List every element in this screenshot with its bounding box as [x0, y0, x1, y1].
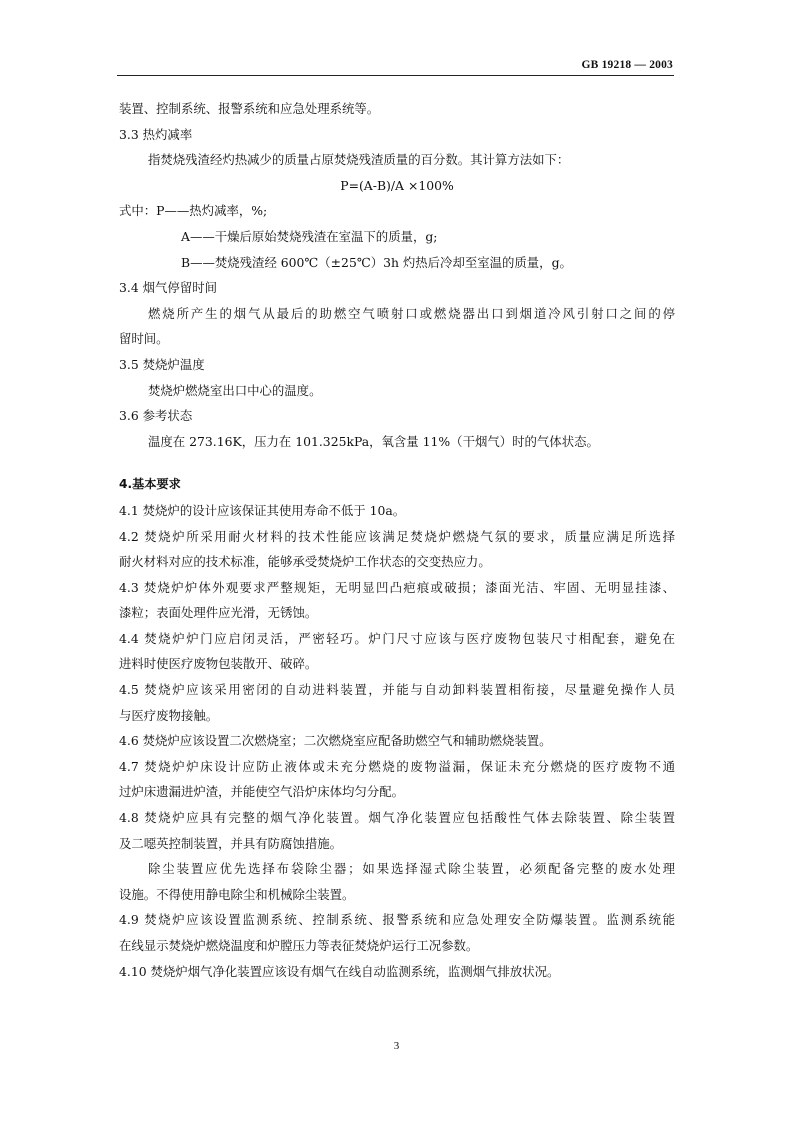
- text-line: 装置、控制系统、报警系统和应急处理系统等。: [119, 101, 380, 116]
- text-line: 及二噁英控制装置，并具有防腐蚀措施。: [119, 835, 343, 851]
- text-line: 进料时使医疗废物包装散开、破碎。: [119, 656, 318, 672]
- text-line: 过炉床遗漏进炉渣，并能使空气沿炉床体均匀分配。: [119, 784, 404, 800]
- clause-4-9: 4.9 焚烧炉应该设置监测系统、控制系统、报警系统和应急处理安全防爆装置。监测系统能: [119, 912, 675, 928]
- text-line: 耐火材料对应的技术标准，能够承受焚烧炉工作状态的交变热应力。: [119, 554, 491, 570]
- text-line: 留时间。: [119, 331, 169, 347]
- standard-code: GB 19218 — 2003: [581, 59, 673, 71]
- document-body: [119, 96, 675, 984]
- page-number: 3: [393, 1040, 400, 1052]
- clause-4-10: 4.10 焚烧炉烟气净化装置应该设有烟气在线自动监测系统，监测烟气排放状况。: [119, 963, 560, 979]
- text-line: 焚烧炉燃烧室出口中心的温度。: [148, 382, 322, 398]
- formula-legend-b: B——焚烧残渣经 600℃（±25℃）3h 灼热后冷却至室温的质量，g。: [181, 254, 572, 270]
- clause-4-2: 4.2 焚烧炉所采用耐火材料的技术性能应该满足焚烧炉燃烧气氛的要求，质量应满足所选择: [119, 528, 675, 544]
- clause-4-6: 4.6 焚烧炉应该设置二次燃烧室；二次燃烧室应配备助燃空气和辅助燃烧装置。: [119, 733, 552, 749]
- clause-4-5: 4.5 焚烧炉应该采用密闭的自动进料装置，并能与自动卸料装置相衔接，尽量避免操作人员: [119, 682, 675, 698]
- clause-4-1: 4.1 焚烧炉的设计应该保证其使用寿命不低于 10a。: [119, 502, 406, 518]
- text-line: 设施。不得使用静电除尘和机械除尘装置。: [119, 886, 355, 902]
- header-divider: [117, 75, 674, 76]
- chapter-heading-4: 4.基本要求: [119, 477, 181, 492]
- formula: P=(A-B)/A ×100%: [340, 177, 454, 193]
- formula-legend-a: A——干燥后原始焚烧残渣在室温下的质量，g;: [181, 228, 438, 244]
- text-line: 温度在 273.16K，压力在 101.325kPa，氧含量 11%（干烟气）时的气体状态。: [148, 433, 599, 449]
- section-heading-3-3: 3.3 热灼减率: [119, 126, 193, 142]
- section-heading-3-4: 3.4 烟气停留时间: [119, 280, 217, 296]
- text-line: 除尘装置应优先选择布袋除尘器；如果选择湿式除尘装置，必须配备完整的废水处理: [148, 861, 675, 877]
- text-line: 在线显示焚烧炉燃烧温度和炉膛压力等表征焚烧炉运行工况参数。: [119, 938, 479, 953]
- clause-4-3: 4.3 焚烧炉炉体外观要求严整规矩，无明显凹凸疤痕或破损；漆面光洁、牢固、无明显挂漆、: [119, 579, 675, 595]
- section-heading-3-6: 3.6 参考状态: [119, 408, 193, 424]
- section-heading-3-5: 3.5 焚烧炉温度: [119, 356, 205, 372]
- clause-4-7: 4.7 焚烧炉炉床设计应防止液体或未充分燃烧的废物溢漏，保证未充分燃烧的医疗废物不通: [119, 758, 675, 774]
- text-line: 漆粒；表面处理件应光滑，无锈蚀。: [119, 605, 318, 621]
- formula-legend-p: 式中：P——热灼减率，%;: [119, 203, 268, 219]
- text-line: 燃烧所产生的烟气从最后的助燃空气喷射口或燃烧器出口到烟道冷风引射口之间的停: [148, 305, 675, 321]
- clause-4-4: 4.4 焚烧炉炉门应启闭灵活，严密轻巧。炉门尺寸应该与医疗废物包装尺寸相配套，避免在: [119, 630, 675, 646]
- clause-4-8: 4.8 焚烧炉应具有完整的烟气净化装置。烟气净化装置应包括酸性气体去除装置、除尘装置: [119, 810, 675, 826]
- text-line: 与医疗废物接触。: [119, 707, 219, 723]
- text-line: 指焚烧残渣经灼热减少的质量占原焚烧残渣质量的百分数。其计算方法如下：: [148, 152, 570, 168]
